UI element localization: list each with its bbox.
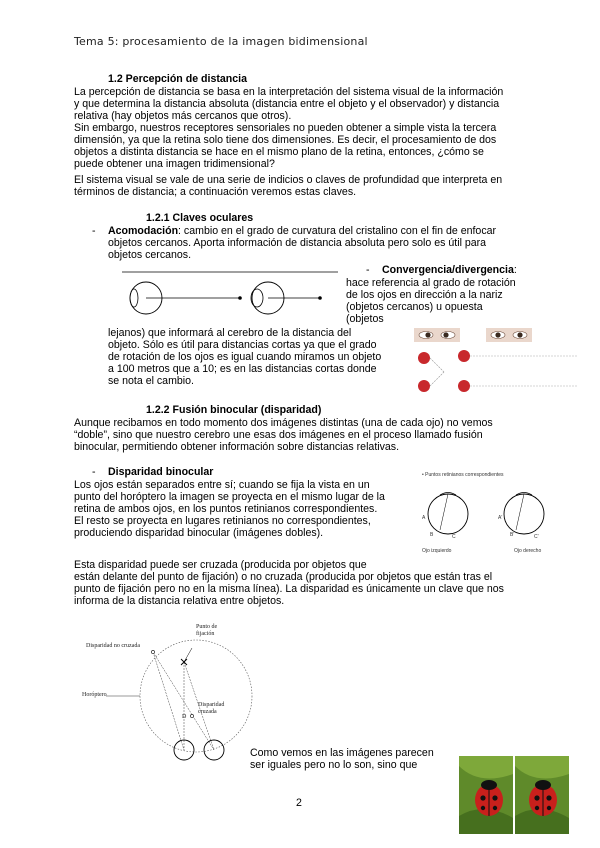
paragraph-line: hace referencia al grado de rotación [346,277,516,289]
label-a-prime: A' [498,515,503,521]
bullet-dash: - [366,264,370,276]
paragraph-line: punto del horóptero la imagen se proyecta en el mismo lugar de la [74,491,385,503]
retina-eyes-drawing [418,480,568,550]
paragraph-line: se nota el cambio. [108,375,194,387]
bullet-dash: - [92,466,96,478]
paragraph-line: objeto. Sólo es útil para distancias cortas ya que el grado [108,339,377,351]
label-punto-fijacion: Punto de fijación [196,624,218,637]
left-eye-label: Ojo izquierdo [422,548,452,554]
ladybug-stereo-image [459,756,569,834]
convergence-eyes-figure [410,324,582,400]
paragraph-line: lejanos) que informará al cerebro de la distancia del [108,327,352,339]
paragraph-line: Sin embargo, nuestros receptores sensoriales no pueden obtener a simple vista la tercera [74,122,497,134]
convergencia-term: Convergencia/divergencia [382,264,514,276]
paragraph-line: relativa (hay objetos más cercanos que otros). [74,110,292,122]
label-disparidad-no-cruzada: Disparidad no cruzada [86,643,140,649]
paragraph-line: puede obtener una imagen tridimensional? [74,158,275,170]
page-number: 2 [296,797,302,809]
paragraph-line: dimensión, ya que la retina solo tiene dos dimensiones. Es decir, el procesamiento de dos [74,134,497,146]
paragraph-line: y que determina la distancia absoluta (distancia entre el objeto y el observador) y distancia [74,98,500,110]
paragraph-line: objetos a distinta distancia se hace en el mismo plano de la retina, entonces, ¿cómo se [74,146,484,158]
label-c-prime: C' [534,534,539,540]
label-d: D [182,714,187,720]
paragraph-line: objetos cercanos. Aporta información de distancia absoluta pero solo es útil para [108,237,487,249]
paragraph-line: El resto se proyecta en lugares retinianos no correspondientes, [74,515,371,527]
paragraph-line: (objetos [346,313,384,325]
right-eye-label: Ojo derecho [514,548,542,554]
section-heading-1-2-1: 1.2.1 Claves oculares [146,212,254,224]
section-heading-1-2-2: 1.2.2 Fusión binocular (disparidad) [146,404,322,416]
label-b: B [430,532,434,538]
paragraph-line: “doble”, sino que nuestro cerebro une esas dos imágenes en el proceso llamado fusión [74,429,483,441]
paragraph-line: binocular, permitiendo obtener información sobre distancias relativas. [74,441,400,453]
convergencia-colon: : [513,264,517,276]
label-a: A [422,515,426,521]
paragraph-line: punto de fijación pero no en la misma línea). La disparidad es únicamente un clave que nos [74,583,504,595]
label-horoptero: Horóptero [82,692,107,698]
paragraph-line: produciendo disparidad binocular (imágenes dobles). [74,527,324,539]
paragraph-line: Como vemos en las imágenes parecen [250,747,434,759]
paragraph-line: objetos cercanos. [108,249,192,261]
paragraph-line: Aunque recibamos en todo momento dos imágenes distintas (una de cada ojo) no vemos [74,417,493,429]
paragraph-line: El sistema visual se vale de una serie de indicios o claves de profundidad que interpreta en [74,174,503,186]
paragraph-line: términos de distancia; a continuación veremos estas claves. [74,186,357,198]
retina-legend: • Puntos retinianos correspondientes [422,472,504,478]
paragraph-line: de los ojos en dirección a la nariz [346,289,503,301]
acomodacion-text: : cambio en el grado de curvatura del cristalino con el fin de enfocar [178,225,497,237]
label-b-prime: B' [510,532,515,538]
paragraph-line: La percepción de distancia se basa en la interpretación del sistema visual de la información [74,86,504,98]
acomodacion-line [108,225,496,237]
label-disparidad-cruzada: Disparidad cruzada [198,702,225,715]
label-c: C [452,534,456,540]
paragraph-line: a 100 metros que a 10; es en las distancias cortas donde [108,363,377,375]
acomodacion-term: Acomodación [108,225,179,237]
page-header: Tema 5: procesamiento de la imagen bidimensional [74,35,368,48]
paragraph-line: (objetos cercanos) u opuesta [346,301,483,313]
paragraph-line: ser iguales pero no lo son, sino que [250,759,418,771]
horopter-diagram [80,618,270,768]
paragraph-line: Los ojos están separados entre sí; cuando se fija la vista en un [74,479,370,491]
section-heading-1-2: 1.2 Percepción de distancia [108,73,247,85]
disparidad-term: Disparidad binocular [108,466,214,478]
accommodation-eyes-diagram [120,268,342,326]
convergencia-line [382,264,517,276]
paragraph-line: retina de ambos ojos, en los puntos retinianos correspondientes. [74,503,378,515]
paragraph-line: están delante del punto de fijación) o no cruzada (producida por objetos que están tras el [74,571,493,583]
paragraph-line: Esta disparidad puede ser cruzada (producida por objetos que [74,559,367,571]
bullet-dash: - [92,225,96,237]
horopter-drawing [80,618,270,768]
paragraph-line: de rotación de los ojos es igual cuando miramos un objeto [108,351,382,363]
retina-figure [418,470,568,556]
paragraph-line: informa de la distancia relativa entre objetos. [74,595,285,607]
